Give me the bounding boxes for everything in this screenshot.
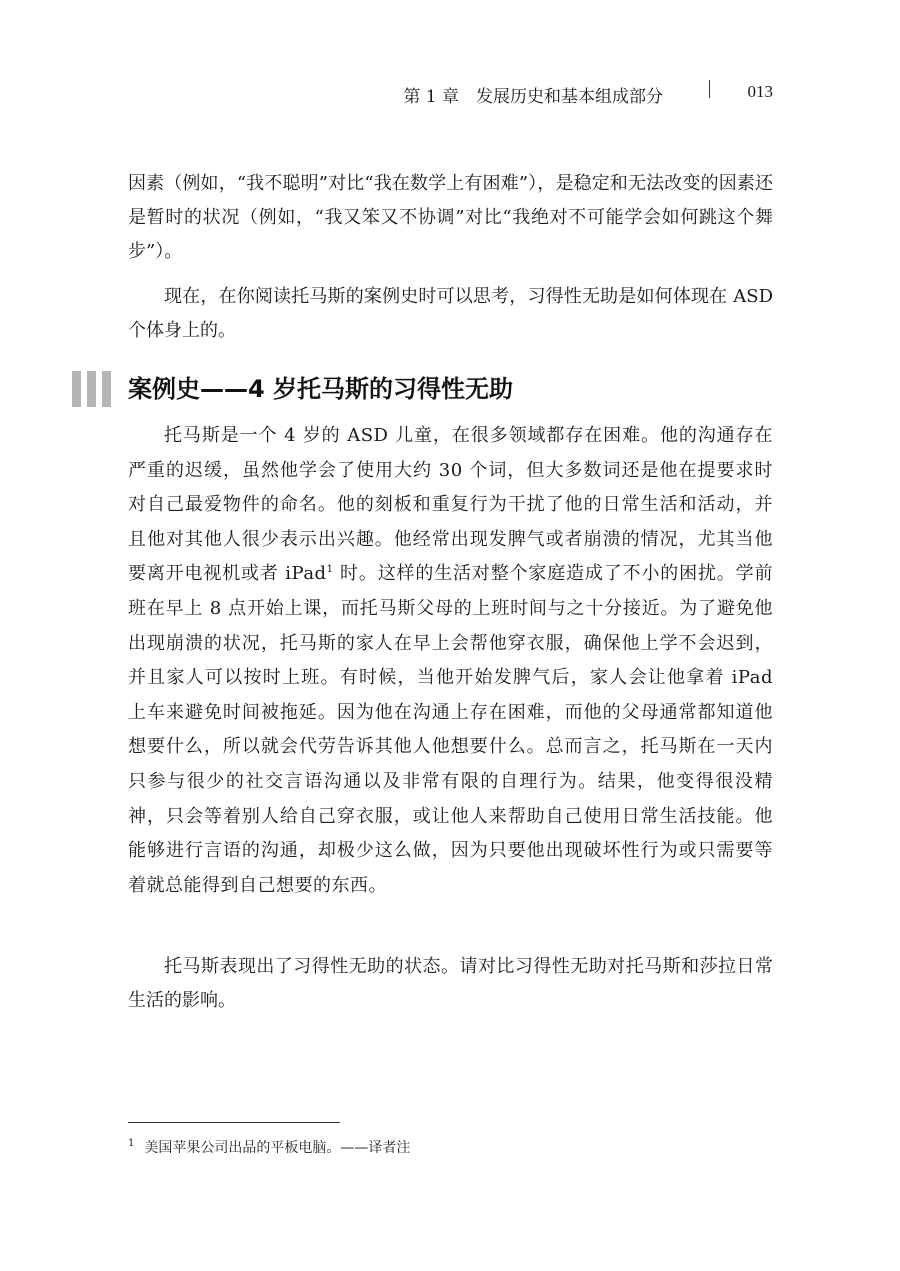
chapter-title: 第 1 章 发展历史和基本组成部分: [403, 87, 663, 107]
footnote: [128, 1137, 410, 1157]
page-number: 013: [747, 82, 773, 101]
header-divider: [709, 80, 710, 98]
case-body-part1: 托马斯是一个 4 岁的 ASD 儿童，在很多领域都存在困难。他的沟通存在严重的迟缓，虽然他学会了使用大约 30 个词，但大多数词还是他在提要求时对自己最爱物件的命名。他的刻板和重复行为干扰了他的日常生活和活动，并且他对其他人很少表示出兴趣。他经常出现发脾气或者崩溃的情况，尤其当他要离开电视机或者 iPad: [128, 425, 773, 585]
running-header: [128, 78, 773, 108]
paragraph-reflection: 现在，在你阅读托马斯的案例史时可以思考，习得性无助是如何体现在 ASD 个体身上的。: [128, 286, 773, 341]
case-body-part2: 时。这样的生活对整个家庭造成了不小的困扰。学前班在早上 8 点开始上课，而托马斯父母的上班时间与之十分接近。为了避免他出现崩溃的状况，托马斯的家人在早上会帮他穿衣服，确保他上学不会迟到，并且家人可以按时上班。有时候，当他开始发脾气后，家人会让他拿着 iPad 上车来避免时间被拖延。因为他在沟通上存在困难，而他的父母通常都知道他想要什么，所以就会代劳告诉其他人他想要什么。总而言之，托马斯在一天内只参与很少的社交言语沟通以及非常有限的自理行为。结果，他变得很没精神，只会等着别人给自己穿衣服，或让他人来帮助自己使用日常生活技能。他能够进行言语的沟通，却极少这么做，因为只要他出现破坏性行为或只需要等着就总能得到自己想要的东西。: [128, 563, 773, 896]
heading-bars-decoration: [72, 371, 117, 407]
footnote-mark: 1: [128, 1138, 135, 1150]
paragraph-question: 托马斯表现出了习得性无助的状态。请对比习得性无助对托马斯和莎拉日常生活的影响。: [128, 956, 773, 1011]
footnote-divider: [128, 1122, 340, 1123]
heading-bar: [72, 371, 81, 407]
footnote-text: 美国苹果公司出品的平板电脑。——译者注: [144, 1140, 411, 1156]
heading-bar: [102, 371, 111, 407]
case-study-title: 案例史——4 岁托马斯的习得性无助: [128, 375, 514, 403]
case-study-heading: [72, 367, 772, 411]
paragraph-continued: 因素（例如，“我不聪明”对比“我在数学上有困难”），是稳定和无法改变的因素还是暂时的状况（例如，“我又笨又不协调”对比“我绝对不可能学会如何跳这个舞步”）。: [128, 173, 773, 262]
heading-bar: [87, 371, 96, 407]
case-study-body: [128, 419, 773, 903]
footnote-reference[interactable]: 1: [326, 564, 334, 576]
